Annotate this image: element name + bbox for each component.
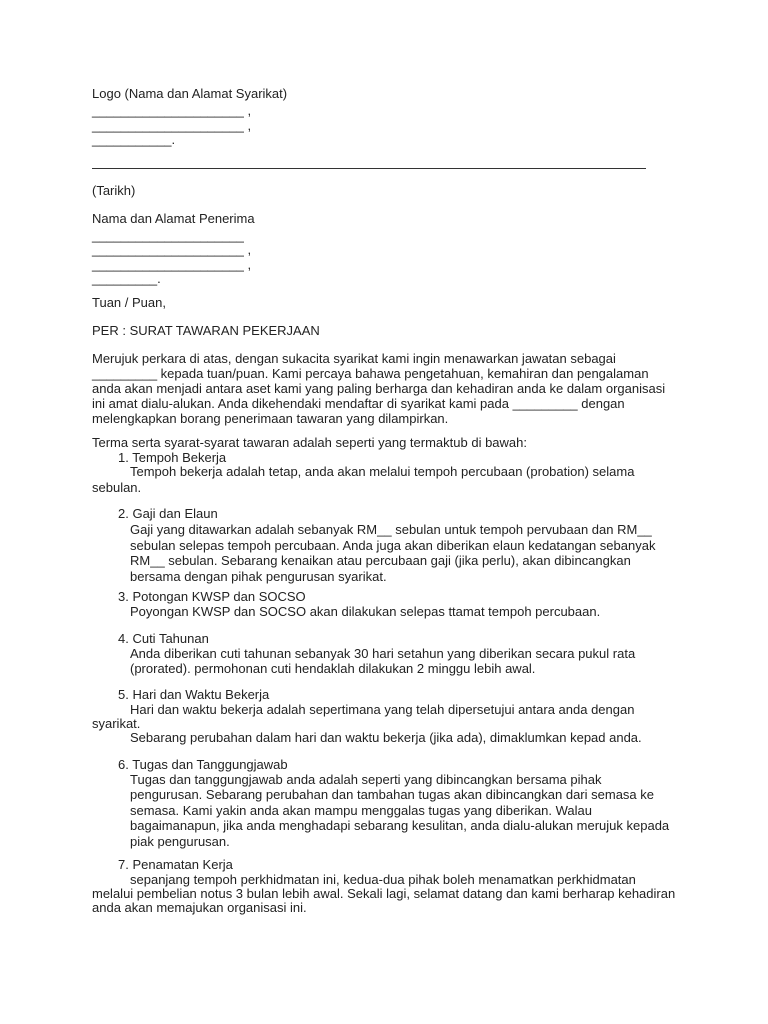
term-line: RM__ sebulan. Sebarang kenaikan atau percubaan gaji (jika perlu), akan dibincangkan: [130, 553, 631, 568]
company-label: Logo (Nama dan Alamat Syarikat): [92, 86, 288, 101]
term-title: 3. Potongan KWSP dan SOCSO: [118, 589, 306, 604]
intro-line: melengkapkan borang penerimaan tawaran yang dilampirkan.: [92, 411, 449, 426]
term-line: syarikat.: [92, 716, 141, 731]
header-divider: [92, 168, 646, 169]
term-line: melalui pembelian notus 3 bulan lebih awal. Sekali lagi, selamat datang dan kami berharap kehadiran: [92, 886, 676, 901]
terms-intro: Terma serta syarat-syarat tawaran adalah seperti yang termaktub di bawah:: [92, 435, 527, 450]
term-line: bagaimanapun, jika anda menghadapi sebarang kesulitan, anda dialu-alukan merujuk kepada: [130, 818, 670, 833]
term-line: Anda diberikan cuti tahunan sebanyak 30 hari setahun yang diberikan secara pukul rata: [130, 646, 636, 661]
term-line: sepanjang tempoh perkhidmatan ini, kedua-dua pihak boleh menamatkan perkhidmatan: [130, 872, 636, 887]
term-title: 2. Gaji dan Elaun: [118, 506, 218, 521]
salutation: Tuan / Puan,: [92, 295, 166, 310]
term-title: 6. Tugas dan Tanggungjawab: [118, 757, 288, 772]
term-line: piak pengurusan.: [130, 834, 230, 849]
term-title: 5. Hari dan Waktu Bekerja: [118, 687, 270, 702]
recipient-label: Nama dan Alamat Penerima: [92, 211, 255, 226]
term-line: Sebarang perubahan dalam hari dan waktu bekerja (jika ada), dimaklumkan kepad anda.: [130, 730, 642, 745]
term-line: sebulan.: [92, 480, 142, 495]
subject-line: PER : SURAT TAWARAN PEKERJAAN: [92, 323, 320, 338]
term-line: sebulan selepas tempoh percubaan. Anda juga akan diberikan elaun kedatangan sebanyak: [130, 538, 656, 553]
company-blank-line: ___________.: [92, 132, 176, 147]
term-line: bersama dengan pihak pengurusan syarikat.: [130, 569, 387, 584]
term-line: Poyongan KWSP dan SOCSO akan dilakukan selepas ttamat tempoh percubaan.: [130, 604, 601, 619]
term-title: 1. Tempoh Bekerja: [118, 450, 227, 465]
term-line: anda akan memajukan organisasi ini.: [92, 900, 307, 915]
term-line: Hari dan waktu bekerja adalah sepertimana yang telah dipersetujui antara anda dengan: [130, 702, 635, 717]
term-line: semasa. Kami yakin anda akan mampu menggalas tugas yang diberikan. Walau: [130, 803, 592, 818]
date-label: (Tarikh): [92, 183, 136, 198]
recipient-blank-line: _____________________: [92, 228, 244, 243]
company-blank-line: _____________________ ,: [92, 103, 252, 118]
term-title: 4. Cuti Tahunan: [118, 631, 209, 646]
intro-line: anda akan menjadi antara aset kami yang paling berharga dan kehadiran anda ke dalam organisasi: [92, 381, 666, 396]
recipient-blank-line: _____________________ ,: [92, 242, 252, 257]
intro-line: _________ kepada tuan/puan. Kami percaya bahawa pengetahuan, kemahiran dan pengalaman: [92, 366, 649, 381]
term-line: Tempoh bekerja adalah tetap, anda akan melalui tempoh percubaan (probation) selama: [130, 464, 635, 479]
term-title: 7. Penamatan Kerja: [118, 857, 233, 872]
recipient-blank-line: _____________________ ,: [92, 257, 252, 272]
term-line: (prorated). permohonan cuti hendaklah dilakukan 2 minggu lebih awal.: [130, 661, 536, 676]
intro-line: ini amat dialu-alukan. Anda dikehendaki mendaftar di syarikat kami pada _________ dengan: [92, 396, 625, 411]
intro-line: Merujuk perkara di atas, dengan sukacita syarikat kami ingin menawarkan jawatan sebagai: [92, 351, 616, 366]
recipient-blank-line: _________.: [92, 271, 161, 286]
term-line: Gaji yang ditawarkan adalah sebanyak RM__ sebulan untuk tempoh pervubaan dan RM__: [130, 522, 652, 537]
company-blank-line: _____________________ ,: [92, 118, 252, 133]
term-line: Tugas dan tanggungjawab anda adalah seperti yang dibincangkan bersama pihak: [130, 772, 602, 787]
term-line: pengurusan. Sebarang perubahan dan tambahan tugas akan dibincangkan dari semasa ke: [130, 787, 654, 802]
